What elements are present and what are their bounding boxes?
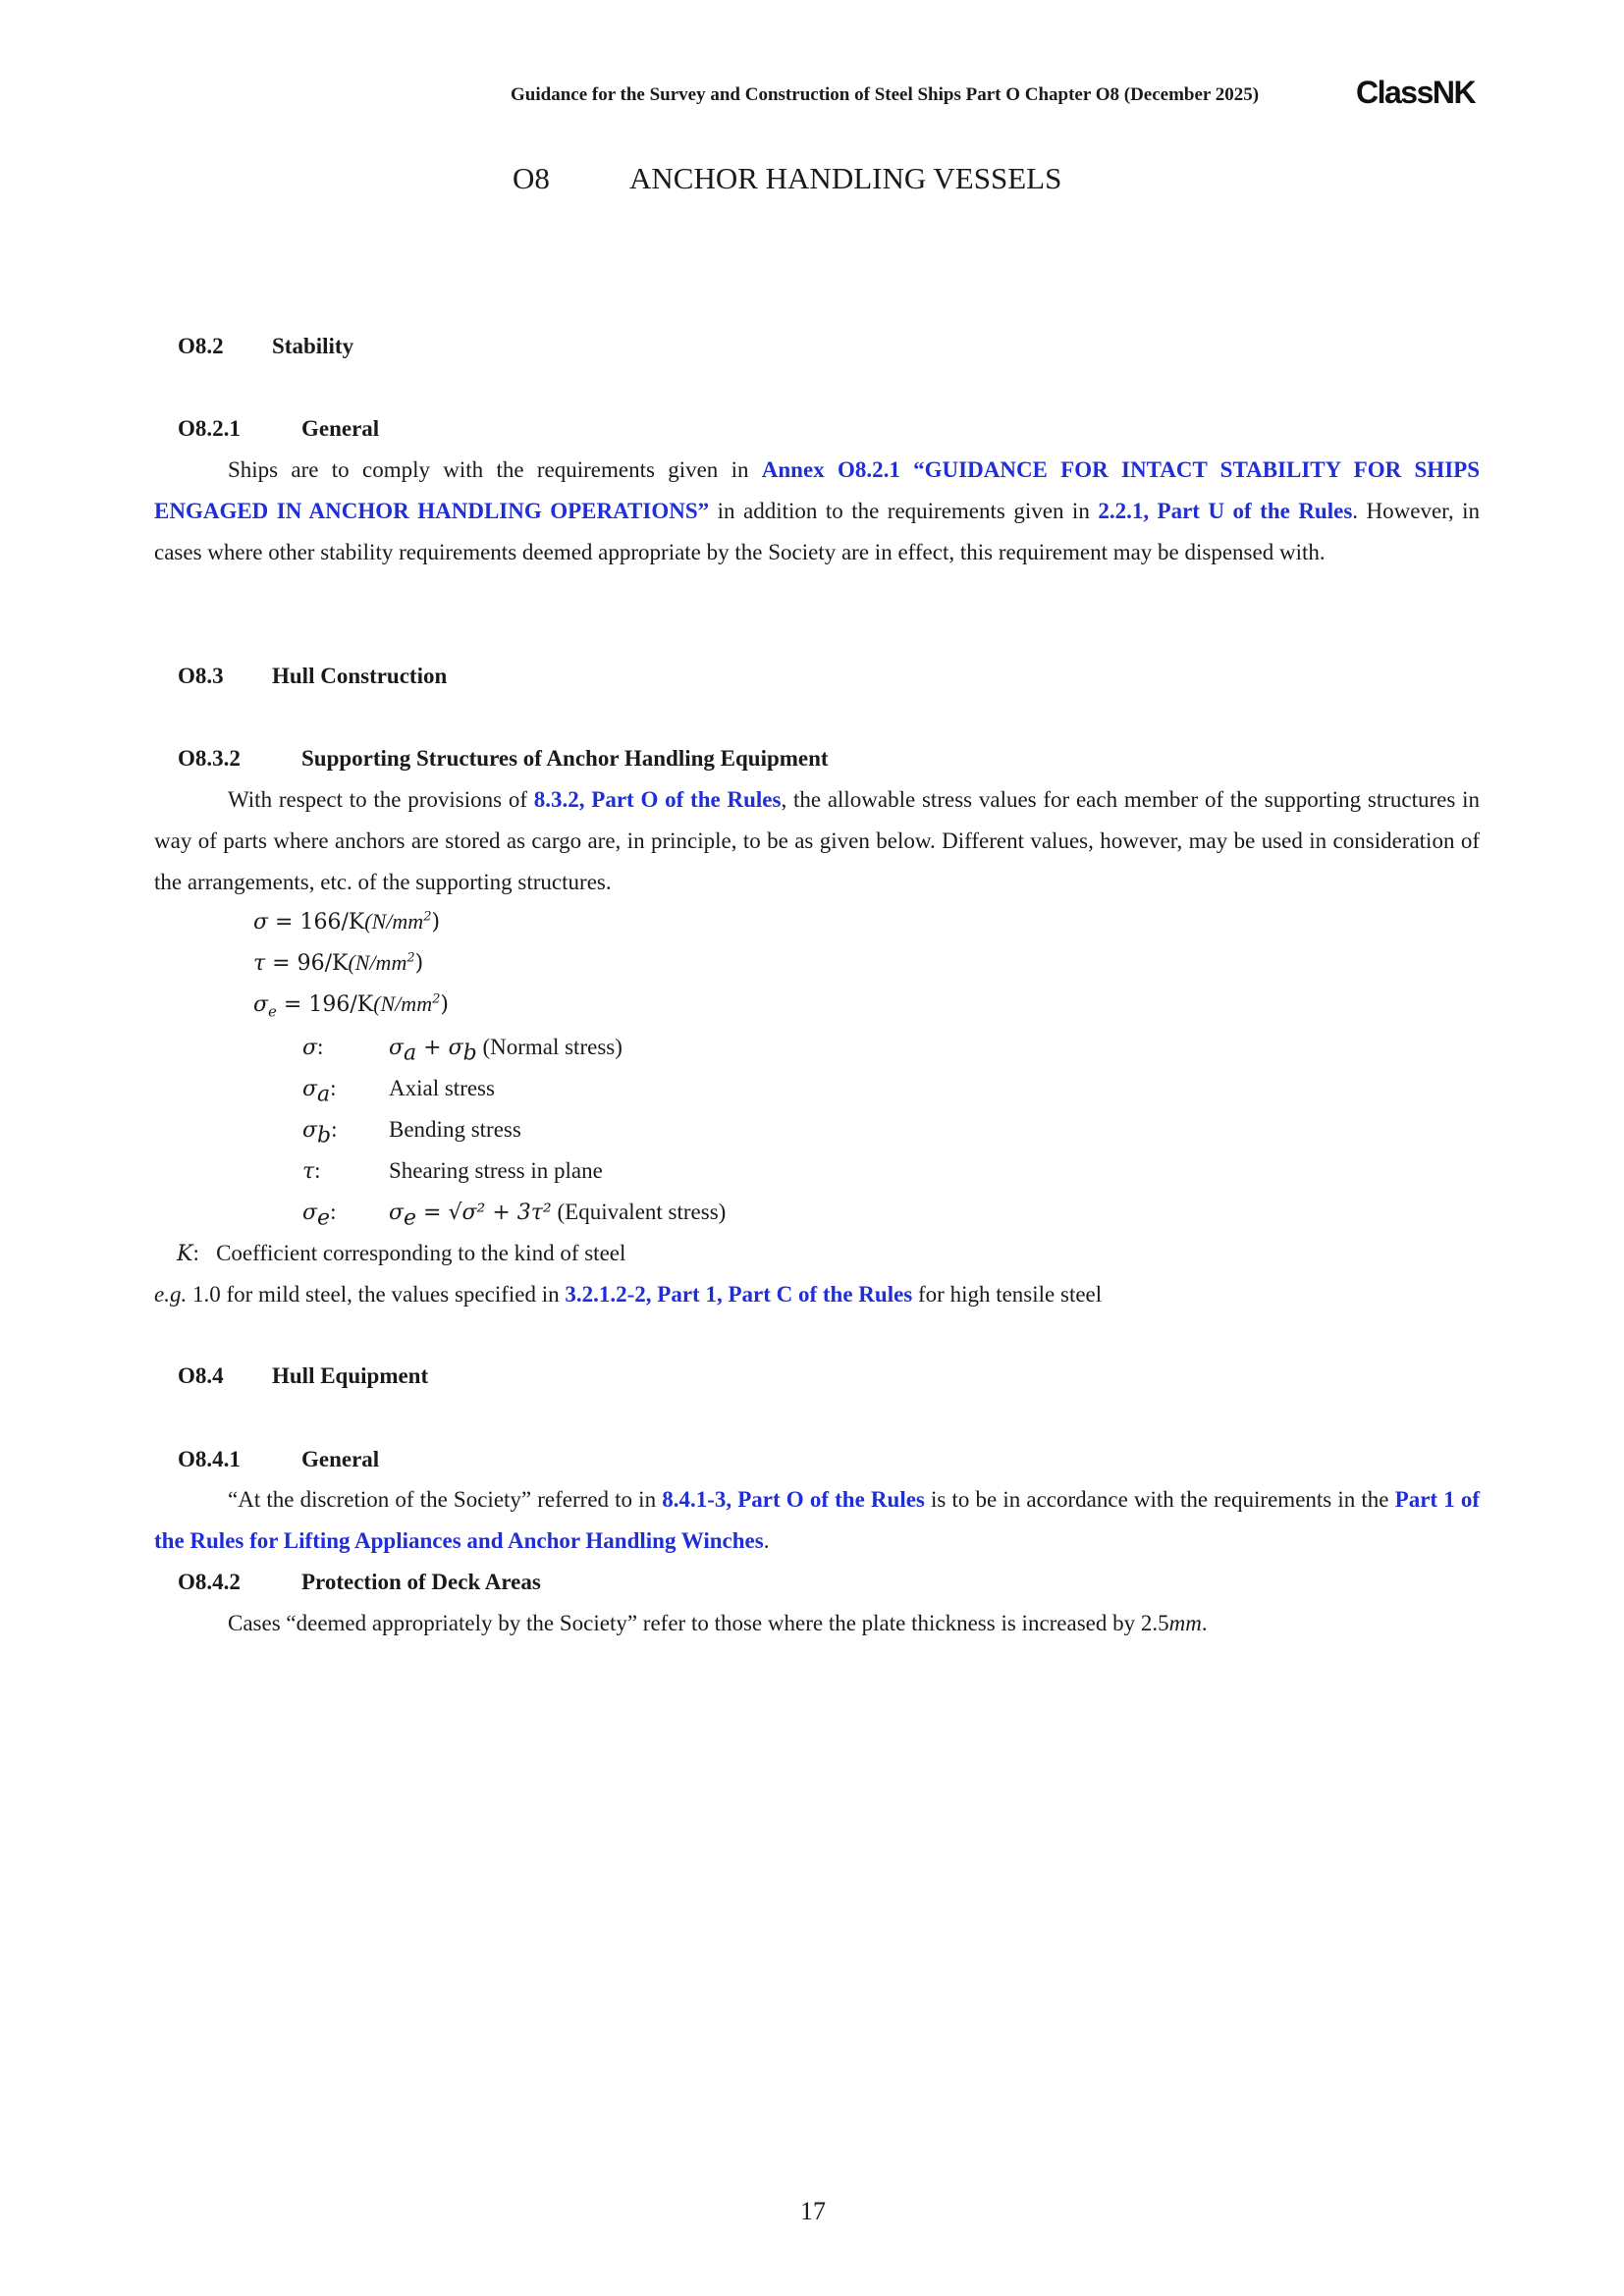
example-line: e.g. 1.0 for mild steel, the values specified in 3.2.1.2-2, Part 1, Part C of the Rules for high tensile steel	[154, 1282, 1103, 1307]
paragraph-text: .	[763, 1528, 770, 1553]
definition-desc: Axial stress	[389, 1076, 495, 1100]
equation-sigma-e: $\sigma_e = 196/K(N/mm^2)$	[253, 991, 449, 1021]
link-annex-o8-2-1[interactable]: Annex O8.2.1 “GUIDANCE FOR INTACT STABILITY FOR SHIPS ENGAGED IN ANCHOR HANDLING OPERATIONS”	[154, 457, 1480, 523]
paragraph-text: . However, in cases where other stability requirements deemed appropriate by the Society are in effect, this requirement may be dispensed with.	[154, 499, 1481, 564]
paragraph-text: Ships are to comply with the requirements given in	[228, 457, 762, 482]
section-title: Stability	[272, 334, 354, 358]
definition-desc: Bending stress	[389, 1117, 521, 1142]
paragraph-text: is to be in accordance with the requirements in the	[924, 1487, 1395, 1512]
classnk-logo: ClassNK	[1356, 75, 1476, 110]
subsection-number: O8.4.1	[178, 1447, 241, 1471]
paragraph-text: With respect to the provisions of	[228, 787, 534, 812]
definition-desc: $\sigma_e = √\sigma^2 + 3\tau^2$ (Equivalent stress)	[389, 1200, 727, 1231]
chapter-title: ANCHOR HANDLING VESSELS	[629, 161, 1062, 195]
link-8-3-2-part-o[interactable]: 8.3.2, Part O of the Rules	[533, 787, 782, 812]
definition-row: τ:	[302, 1158, 321, 1184]
definition-row: $\sigma_e$:	[302, 1200, 337, 1231]
subsection-number: O8.3.2	[178, 746, 241, 771]
link-3-2-1-2-2-part-c[interactable]: 3.2.1.2-2, Part 1, Part C of the Rules	[565, 1282, 913, 1307]
paragraph-o8-2-1	[154, 450, 1480, 573]
link-lifting-appliances-rules[interactable]: Part 1 of the Rules for Lifting Appliances and Anchor Handling Winches	[154, 1487, 1480, 1553]
definition-row: σ:	[302, 1035, 324, 1060]
section-title: Hull Equipment	[272, 1363, 429, 1388]
paragraph-text: in addition to the requirements given in	[709, 499, 1099, 523]
section-title: Hull Construction	[272, 664, 448, 688]
equation-tau: $\tau = 96/K(N/mm^2)$	[253, 950, 424, 976]
subsection-number: O8.4.2	[178, 1570, 241, 1594]
link-2-2-1-part-u[interactable]: 2.2.1, Part U of the Rules	[1098, 499, 1353, 523]
definition-desc: $\sigma_a + \sigma_b$ (Normal stress)	[389, 1035, 623, 1066]
paragraph-text: , the allowable stress values for each member of the supporting structures in way of parts where anchors are stored as cargo are, in principle, to be as given below. Different values, however, may be used in consideration of the arrangements, etc. of the supporting structures.	[154, 787, 1480, 894]
subsection-title: General	[301, 416, 380, 441]
running-header: Guidance for the Survey and Construction of Steel Ships Part O Chapter O8 (December 2025)	[511, 84, 1260, 105]
equation-sigma: $\sigma = 166/K(N/mm^2)$	[253, 909, 441, 934]
paragraph-o8-4-1	[154, 1479, 1480, 1562]
paragraph-o8-4-2: Cases “deemed appropriately by the Society” refer to those where the plate thickness is increased by 2.5mm.	[228, 1611, 1208, 1635]
subsection-title: General	[301, 1447, 380, 1471]
definition-desc: Shearing stress in plane	[389, 1158, 603, 1183]
page-number: 17	[800, 2197, 826, 2225]
subsection-title: Supporting Structures of Anchor Handling Equipment	[301, 746, 829, 771]
paragraph-text: “At the discretion of the Society” referred to in	[228, 1487, 663, 1512]
section-number: O8.3	[178, 664, 224, 688]
section-number: O8.4	[178, 1363, 224, 1388]
link-8-4-1-3-part-o[interactable]: 8.4.1-3, Part O of the Rules	[662, 1487, 925, 1512]
subsection-title: Protection of Deck Areas	[301, 1570, 541, 1594]
k-definition: K: Coefficient corresponding to the kind of steel	[177, 1241, 626, 1266]
chapter-number: O8	[513, 161, 550, 195]
definition-row: $\sigma_b$:	[302, 1117, 338, 1148]
paragraph-o8-3-2	[154, 779, 1480, 903]
definition-row: $\sigma_a$:	[302, 1076, 337, 1107]
subsection-number: O8.2.1	[178, 416, 241, 441]
section-number: O8.2	[178, 334, 224, 358]
